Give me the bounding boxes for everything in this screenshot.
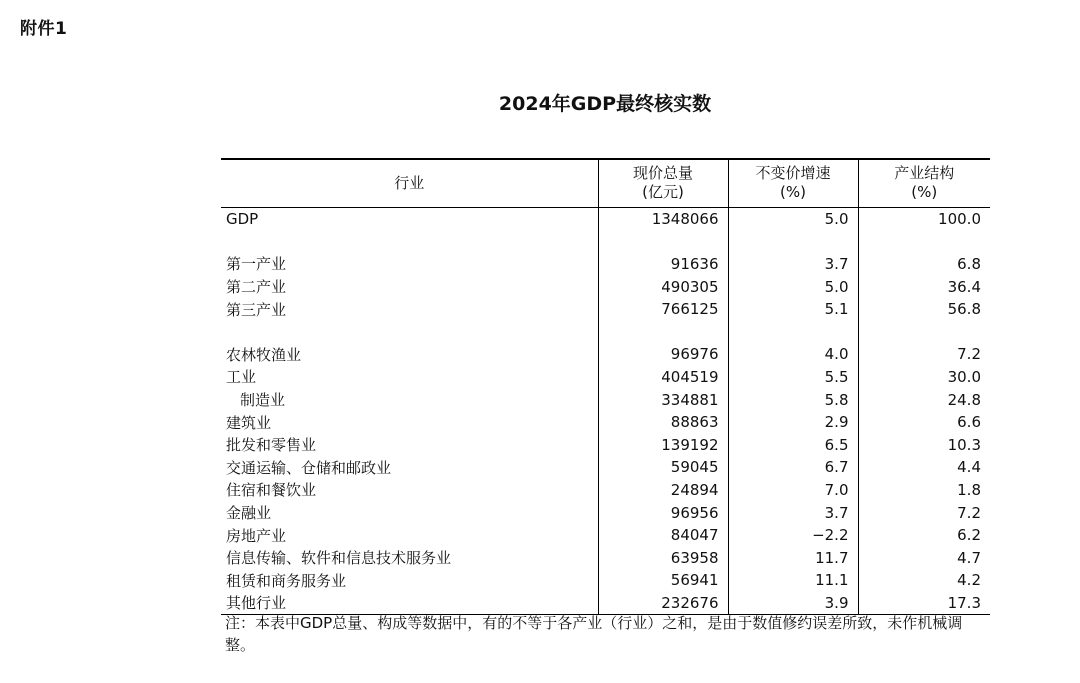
spacer-row [221, 320, 990, 343]
table-row [221, 411, 990, 434]
row-structure: 6.8 [957, 254, 981, 273]
row-value: 96976 [598, 343, 728, 366]
header-constant-growth-label: 不变价增速 [755, 164, 831, 183]
table-row [221, 207, 990, 230]
row-value: 139192 [598, 433, 728, 456]
row-value: 96956 [598, 501, 728, 524]
row-value: 490305 [598, 275, 728, 298]
row-structure: 100.0 [938, 209, 981, 228]
row-name: 交通运输、仓储和邮政业 [221, 456, 598, 479]
row-growth: 5.8 [728, 388, 858, 411]
table-row [221, 388, 990, 411]
row-name: 第二产业 [221, 275, 598, 298]
gdp-table [221, 158, 990, 615]
row-structure: 6.2 [957, 526, 981, 545]
row-structure: 7.2 [957, 503, 981, 522]
row-value: 334881 [598, 388, 728, 411]
table-header-row [221, 159, 990, 207]
table-row [221, 501, 990, 524]
row-value: 232676 [598, 592, 728, 615]
row-value: 766125 [598, 298, 728, 321]
row-value: 1348066 [598, 207, 728, 230]
row-growth: 5.5 [728, 366, 858, 389]
header-industry: 行业 [221, 159, 598, 207]
row-name: 其他行业 [221, 592, 598, 615]
row-growth: 6.5 [728, 433, 858, 456]
row-structure: 56.8 [947, 300, 981, 319]
row-value: 24894 [598, 479, 728, 502]
table-row [221, 253, 990, 276]
header-current-total [598, 159, 728, 207]
table-footnote: 注：本表中GDP总量、构成等数据中，有的不等于各产业（行业）之和，是由于数值修约误差所致，未作机械调整。 [225, 614, 963, 654]
table-row [221, 343, 990, 366]
row-value: 404519 [598, 366, 728, 389]
row-name: 建筑业 [221, 411, 598, 434]
row-growth: 6.7 [728, 456, 858, 479]
row-structure: 36.4 [947, 277, 981, 296]
row-structure: 7.2 [957, 345, 981, 364]
row-name: 租赁和商务服务业 [221, 569, 598, 592]
row-structure: 10.3 [947, 435, 981, 454]
row-growth: 2.9 [728, 411, 858, 434]
table-title: 2024年GDP最终核实数 [498, 93, 712, 115]
row-name: GDP [221, 207, 598, 230]
row-growth: 3.9 [728, 592, 858, 615]
header-constant-growth-unit: (%) [780, 183, 806, 202]
row-name: 住宿和餐饮业 [221, 479, 598, 502]
row-value: 63958 [598, 546, 728, 569]
row-name: 农林牧渔业 [221, 343, 598, 366]
row-name: 房地产业 [221, 524, 598, 547]
row-name: 第三产业 [221, 298, 598, 321]
header-constant-growth [728, 159, 858, 207]
row-growth: 3.7 [728, 501, 858, 524]
header-structure-label: 产业结构 [894, 164, 955, 183]
row-growth: 3.7 [728, 253, 858, 276]
row-structure: 30.0 [947, 367, 981, 386]
row-structure: 4.2 [957, 571, 981, 590]
row-growth: 11.1 [728, 569, 858, 592]
table-row [221, 456, 990, 479]
row-growth: −2.2 [728, 524, 858, 547]
row-structure: 6.6 [957, 413, 981, 432]
row-growth: 5.0 [728, 275, 858, 298]
table-row [221, 569, 990, 592]
table-row [221, 479, 990, 502]
table-row [221, 433, 990, 456]
row-structure: 17.3 [858, 592, 990, 615]
row-value: 84047 [598, 524, 728, 547]
row-growth: 11.7 [728, 546, 858, 569]
attachment-label: 附件1 [20, 19, 68, 39]
spacer-row [221, 230, 990, 253]
row-name: 制造业 [221, 388, 598, 411]
row-name: 工业 [221, 366, 598, 389]
row-growth: 4.0 [728, 343, 858, 366]
table-row [221, 546, 990, 569]
header-structure-unit: (%) [911, 183, 938, 202]
row-value: 56941 [598, 569, 728, 592]
row-value: 88863 [598, 411, 728, 434]
header-current-total-unit: (亿元) [642, 183, 684, 202]
header-structure [858, 159, 990, 207]
row-structure: 24.8 [947, 390, 981, 409]
row-structure: 1.8 [957, 480, 981, 499]
row-growth: 7.0 [728, 479, 858, 502]
header-current-total-label: 现价总量 [632, 164, 693, 183]
row-growth: 5.1 [728, 298, 858, 321]
row-value: 59045 [598, 456, 728, 479]
row-structure: 4.7 [957, 548, 981, 567]
table-row [221, 366, 990, 389]
table-row [221, 524, 990, 547]
row-name: 金融业 [221, 501, 598, 524]
row-name: 第一产业 [221, 253, 598, 276]
table-row [221, 298, 990, 321]
row-name: 信息传输、软件和信息技术服务业 [221, 546, 598, 569]
row-value: 91636 [598, 253, 728, 276]
row-growth: 5.0 [728, 207, 858, 230]
table-row [221, 275, 990, 298]
row-name: 批发和零售业 [221, 433, 598, 456]
row-structure: 4.4 [957, 458, 981, 477]
